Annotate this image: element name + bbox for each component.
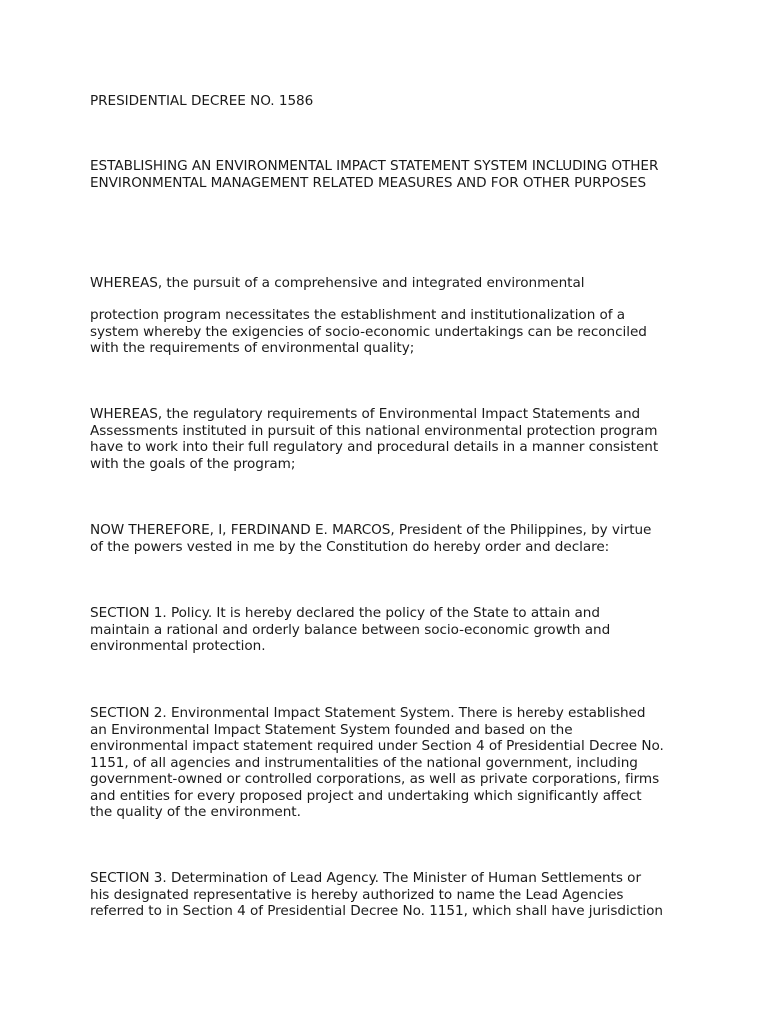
section-3-lead-agency: SECTION 3. Determination of Lead Agency. The Minister of Human Settlements or his designated representative is hereby authorized to name the Lead Agencies referred to in Section 4 of Presidential Decree No. 1151, which shall have jurisdiction xyxy=(90,870,663,919)
whereas-clause-2: WHEREAS, the regulatory requirements of Environmental Impact Statements and Assessments instituted in pursuit of this national environmental protection program have to work into their full regulatory and procedural details in a manner consistent with the goals of the program; xyxy=(90,406,659,472)
now-therefore-clause: NOW THEREFORE, I, FERDINAND E. MARCOS, President of the Philippines, by virtue of the powers vested in me by the Constitution do hereby order and declare: xyxy=(90,522,652,555)
decree-subtitle: ESTABLISHING AN ENVIRONMENTAL IMPACT STATEMENT SYSTEM INCLUDING OTHER ENVIRONMENTAL MANAGEMENT RELATED MEASURES AND FOR OTHER PURPOSES xyxy=(90,158,659,191)
whereas-clause-1-first-line: WHEREAS, the pursuit of a comprehensive and integrated environmental xyxy=(90,275,585,291)
decree-title: PRESIDENTIAL DECREE NO. 1586 xyxy=(90,93,314,109)
section-1-policy: SECTION 1. Policy. It is hereby declared the policy of the State to attain and maintain a rational and orderly balance between socio-economic growth and environmental protection. xyxy=(90,605,611,654)
whereas-clause-1-continuation: protection program necessitates the establishment and institutionalization of a system whereby the exigencies of socio-economic undertakings can be reconciled with the requirements of environmental quality; xyxy=(90,307,647,356)
section-2-eis-system: SECTION 2. Environmental Impact Statement System. There is hereby established an Environmental Impact Statement System founded and based on the environmental impact statement required under Section 4 of Presidential Decree No. 1151, of all agencies and instrumentalities of the national government, including government-owned or controlled corporations, as well as private corporations, firms and entities for every proposed project and undertaking which significantly affect the quality of the environment. xyxy=(90,705,664,820)
